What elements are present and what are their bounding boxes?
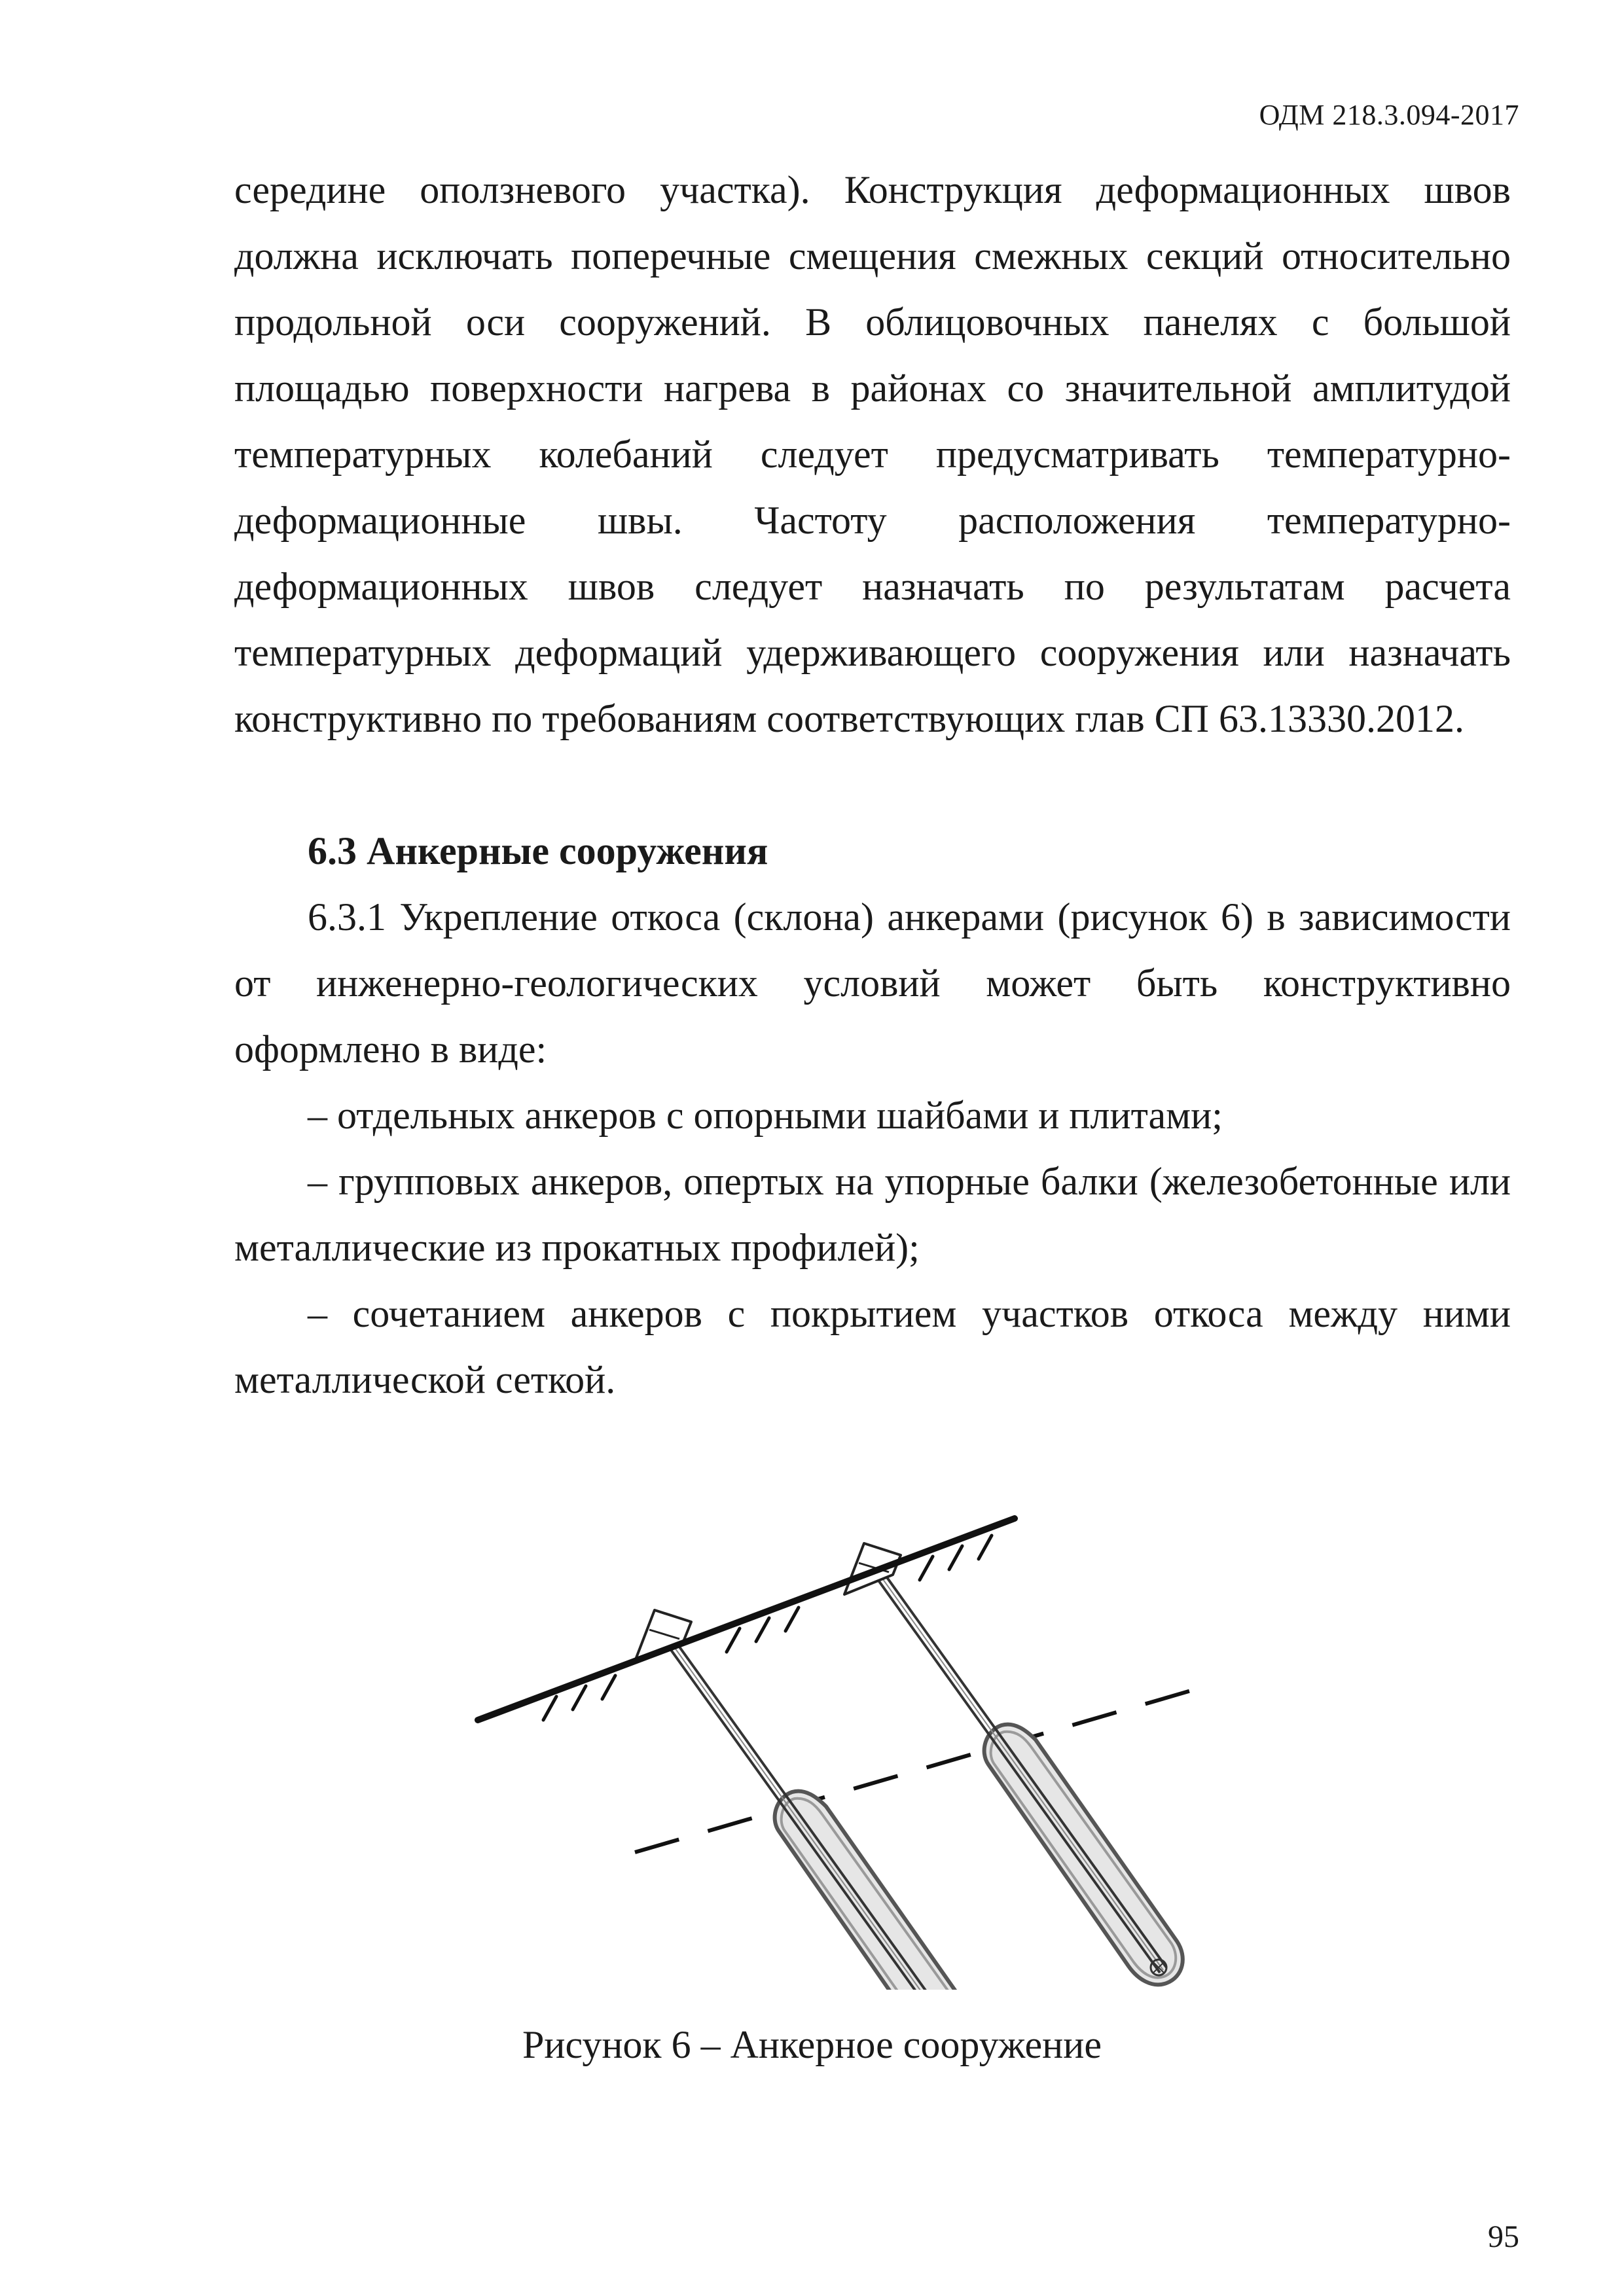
list-item: – отдельных анкеров с опорными шайбами и плитами; [308, 1094, 1223, 1137]
main-text [234, 157, 1511, 1413]
page-number: 95 [1488, 2219, 1519, 2254]
list-item: – групповых анкеров, опертых на упорные балки (железобетонные или металлические из прокатных профилей); [234, 1160, 1511, 1269]
list-item: – сочетанием анкеров с покрытием участков откоса между ними металлической сеткой. [234, 1292, 1511, 1401]
document-code: ОДМ 218.3.094-2017 [1259, 99, 1519, 131]
slope-surface-line [478, 1518, 1015, 1720]
paragraph-6-3-1: 6.3.1 Укрепление откоса (склона) анкерами (рисунок 6) в зависимости от инженерно-геологических условий может быть конструктивно оформлено в виде: [234, 895, 1511, 1071]
anchor-left [635, 1610, 973, 1990]
paragraph-continued: середине оползневого участка). Конструкция деформационных швов должна исключать поперечные смещения смежных секций относительно продольной оси сооружений. В облицовочных панелях с большой площадью поверхности нагрева в районах со значительной амплитудой температурных колебаний следует предусматривать температурно-деформационные швы. Частоту расположения температурно-деформационных швов следует назначать по результатам расчета температурных деформаций удерживающего сооружения или назначать конструктивно по требованиям соответствующих глав СП 63.13330.2012. [234, 168, 1511, 740]
anchor-structure-figure [458, 1479, 1283, 1990]
figure-caption: Рисунок 6 – Анкерное сооружение [522, 2023, 1102, 2066]
section-title: 6.3 Анкерные сооружения [308, 829, 768, 872]
sliding-surface-line [635, 1689, 1198, 1852]
